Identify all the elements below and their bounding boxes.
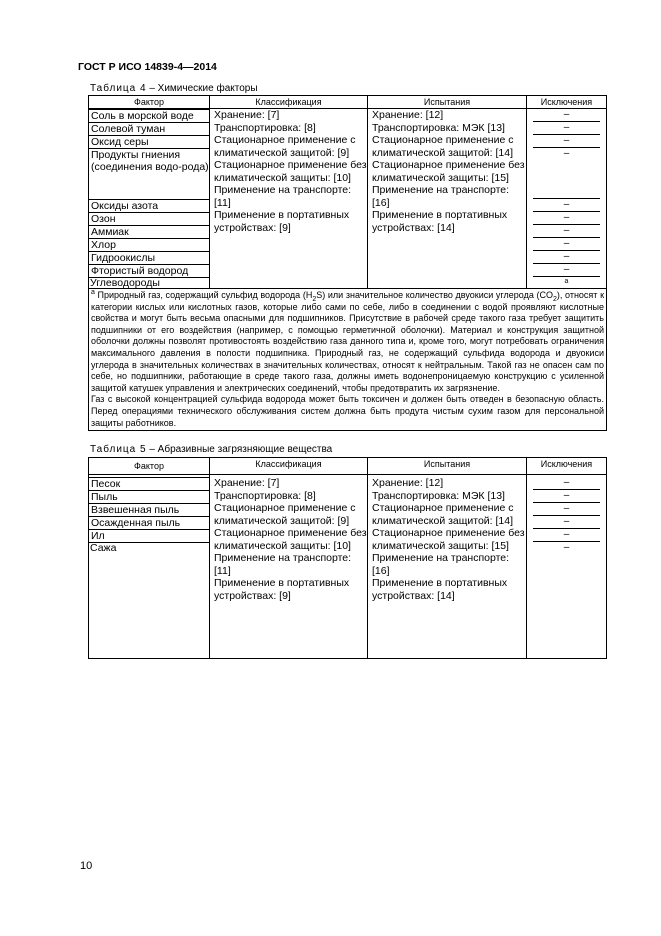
table5-factor-row: Песок: [88, 477, 210, 491]
table4-exclusion: –: [533, 135, 600, 148]
table4-test-line: Стационарное применение с климатической защитой: [14]: [372, 134, 514, 159]
table5-class-line: Применение в портативных устройствах: [9]: [214, 577, 350, 602]
table4-testing-cell: [368, 109, 527, 289]
table5-test-line: Стационарное применение с климатической защитой: [14]: [372, 502, 514, 527]
table4-exclusion: –: [533, 199, 600, 212]
table4-exclusion: –: [533, 264, 600, 277]
table4-classification-cell: [210, 109, 368, 289]
table4-header-classification: Классификация: [210, 96, 368, 109]
table4-class-line: Хранение: [7]: [214, 109, 280, 121]
document-header: ГОСТ Р ИСО 14839-4—2014: [78, 61, 217, 73]
table4-factor-row: Продукты гниения (соединения водо-рода): [88, 148, 210, 200]
table5-caption: [90, 444, 332, 455]
table4-caption-label: Таблица 4: [90, 83, 147, 94]
table5-testing-cell: [368, 475, 527, 659]
table5-test-line: Транспортировка: МЭК [13]: [372, 489, 505, 502]
table4-factor-row: Озон: [88, 212, 210, 226]
table5-class-line: Хранение: [7]: [214, 477, 280, 489]
table4-class-line: Транспортировка: [8]: [214, 121, 316, 134]
table4-exclusion: –: [533, 251, 600, 264]
table4-exclusion: –: [533, 122, 600, 135]
table4-header-factor: Фактор: [89, 96, 210, 109]
table4-header-testing: Испытания: [368, 96, 527, 109]
table5-factor-row: Осажденная пыль: [88, 516, 210, 530]
table4-class-line: Стационарное применение без климатической защиты: [10]: [214, 159, 367, 184]
table5-test-line: Стационарное применение без климатической защиты: [15]: [372, 527, 525, 552]
table4-factor-row: Фтористый водород: [88, 264, 210, 278]
table4-test-line: Применение в портативных устройствах: [14]: [372, 209, 508, 234]
table4-class-line: Стационарное применение с климатической защитой: [9]: [214, 134, 356, 159]
table5-factor-cell: [89, 475, 210, 659]
table5-exclusions-cell: [527, 475, 607, 659]
table5-exclusion: –: [533, 490, 600, 503]
table5: [88, 457, 607, 659]
table5-header-classification: Классификация: [210, 458, 368, 475]
table4-factor-row: Соль в морской воде: [88, 109, 210, 123]
table5-class-line: Применение на транспорте: [11]: [214, 552, 352, 577]
table4-exclusion: –: [533, 148, 600, 199]
footnote-text: S) или значительное количество двуокиси углерода (CO: [316, 290, 553, 300]
table4: [88, 95, 607, 431]
table5-exclusion: –: [533, 529, 600, 542]
table4-exclusion: –: [533, 238, 600, 251]
table5-class-line: Стационарное применение с климатической защитой: [9]: [214, 502, 356, 527]
footnote-subscript: 2: [312, 295, 317, 303]
table4-factor-row: Аммиак: [88, 225, 210, 239]
table4-factor-row: Солевой туман: [88, 122, 210, 136]
footnote-mark: a: [91, 289, 95, 296]
table5-factor-row: Ил: [88, 529, 210, 543]
table4-factor-row: Гидроокислы: [88, 251, 210, 265]
table4-test-line: Стационарное применение без климатической защиты: [15]: [372, 159, 525, 184]
table4-class-line: Применение на транспорте: [11]: [214, 184, 352, 209]
table5-classification-cell: [210, 475, 368, 659]
table5-exclusion: –: [563, 542, 570, 553]
table4-factor-cell: [89, 109, 210, 289]
table5-exclusion: –: [533, 503, 600, 516]
table5-class-line: Стационарное применение без климатической защиты: [10]: [214, 527, 367, 552]
table4-exclusion: –: [533, 109, 600, 122]
table4-caption: [90, 83, 258, 94]
table5-header-exclusions: Исключения: [527, 458, 607, 475]
table4-exclusion-footnote-ref: а: [564, 278, 569, 285]
table5-test-line: Хранение: [12]: [372, 477, 444, 489]
table4-test-line: Транспортировка: МЭК [13]: [372, 121, 505, 134]
table4-test-line: Хранение: [12]: [372, 109, 444, 121]
footnote-text: Природный газ, содержащий сульфид водорода (H: [94, 290, 313, 300]
table5-header-testing: Испытания: [368, 458, 527, 475]
table4-exclusions-cell: [527, 109, 607, 289]
table5-test-line: Применение на транспорте: [16]: [372, 552, 510, 577]
footnote-text: ), относят к категории кислых или кислотных газов, которые либо сами по себе, либо в соединении с водой проявляют кислотные свойства и могут быть весьма опасными для подшипников. Присутствие в рабочей среде такого газа требует защитить подшипники от его воздействия (например, с помощью герметичной оболочки). Материал и конструкция защитной оболочки должны позволят противостоять воздействию газа данного типа и, кроме того, могут потребовать ограничения максимального давления в полости подшипника. Природный газ, не содержащий сульфида водорода и двуокиси углерода в значительных количествах в значительных количествах, относят к нейтральным. Такой газ не опасен сам по себе, но подшипники, работающие в среде такого газа, должны иметь водонепроницаемую конструкцию с усиленной защитой катушек управления и электрических соединений, чтобы предотвратить их загрязнение.: [91, 290, 605, 393]
table5-factor-row: Взвешенная пыль: [88, 503, 210, 517]
table4-factor-row: Оксид серы: [88, 135, 210, 149]
table4-factor-row: Углеводороды: [90, 277, 160, 289]
table5-test-line: Применение в портативных устройствах: [14]: [372, 577, 508, 602]
table4-caption-title: – Химические факторы: [146, 83, 258, 94]
table4-footnote: [89, 289, 607, 431]
footnote-paragraph-2: Газ с высокой концентрацией сульфида водорода может быть токсичен и должен быть отведен в безопасную область. Перед операциями технического обслуживания систем должна быть продута чистым сухим газом для персональной защиты работников.: [91, 394, 604, 428]
table4-header-exclusions: Исключения: [527, 96, 607, 109]
table5-class-line: Транспортировка: [8]: [214, 489, 316, 502]
page-number: 10: [80, 860, 93, 872]
table5-caption-title: – Абразивные загрязняющие вещества: [146, 444, 333, 455]
table4-factor-row: Оксиды азота: [88, 199, 210, 213]
table4-exclusion: –: [533, 225, 600, 238]
table5-factor-row: Пыль: [88, 490, 210, 504]
table5-factor-row: Сажа: [90, 542, 117, 554]
footnote-subscript: 2: [552, 295, 557, 303]
table5-exclusion: –: [533, 516, 600, 529]
table5-caption-label: Таблица 5: [90, 444, 147, 455]
table4-factor-row: Хлор: [88, 238, 210, 252]
table5-exclusion: –: [533, 477, 600, 490]
table4-test-line: Применение на транспорте: [16]: [372, 184, 510, 209]
table4-class-line: Применение в портативных устройствах: [9]: [214, 209, 350, 234]
table5-header-factor: Фактор: [89, 458, 210, 475]
table4-exclusion: –: [533, 212, 600, 225]
